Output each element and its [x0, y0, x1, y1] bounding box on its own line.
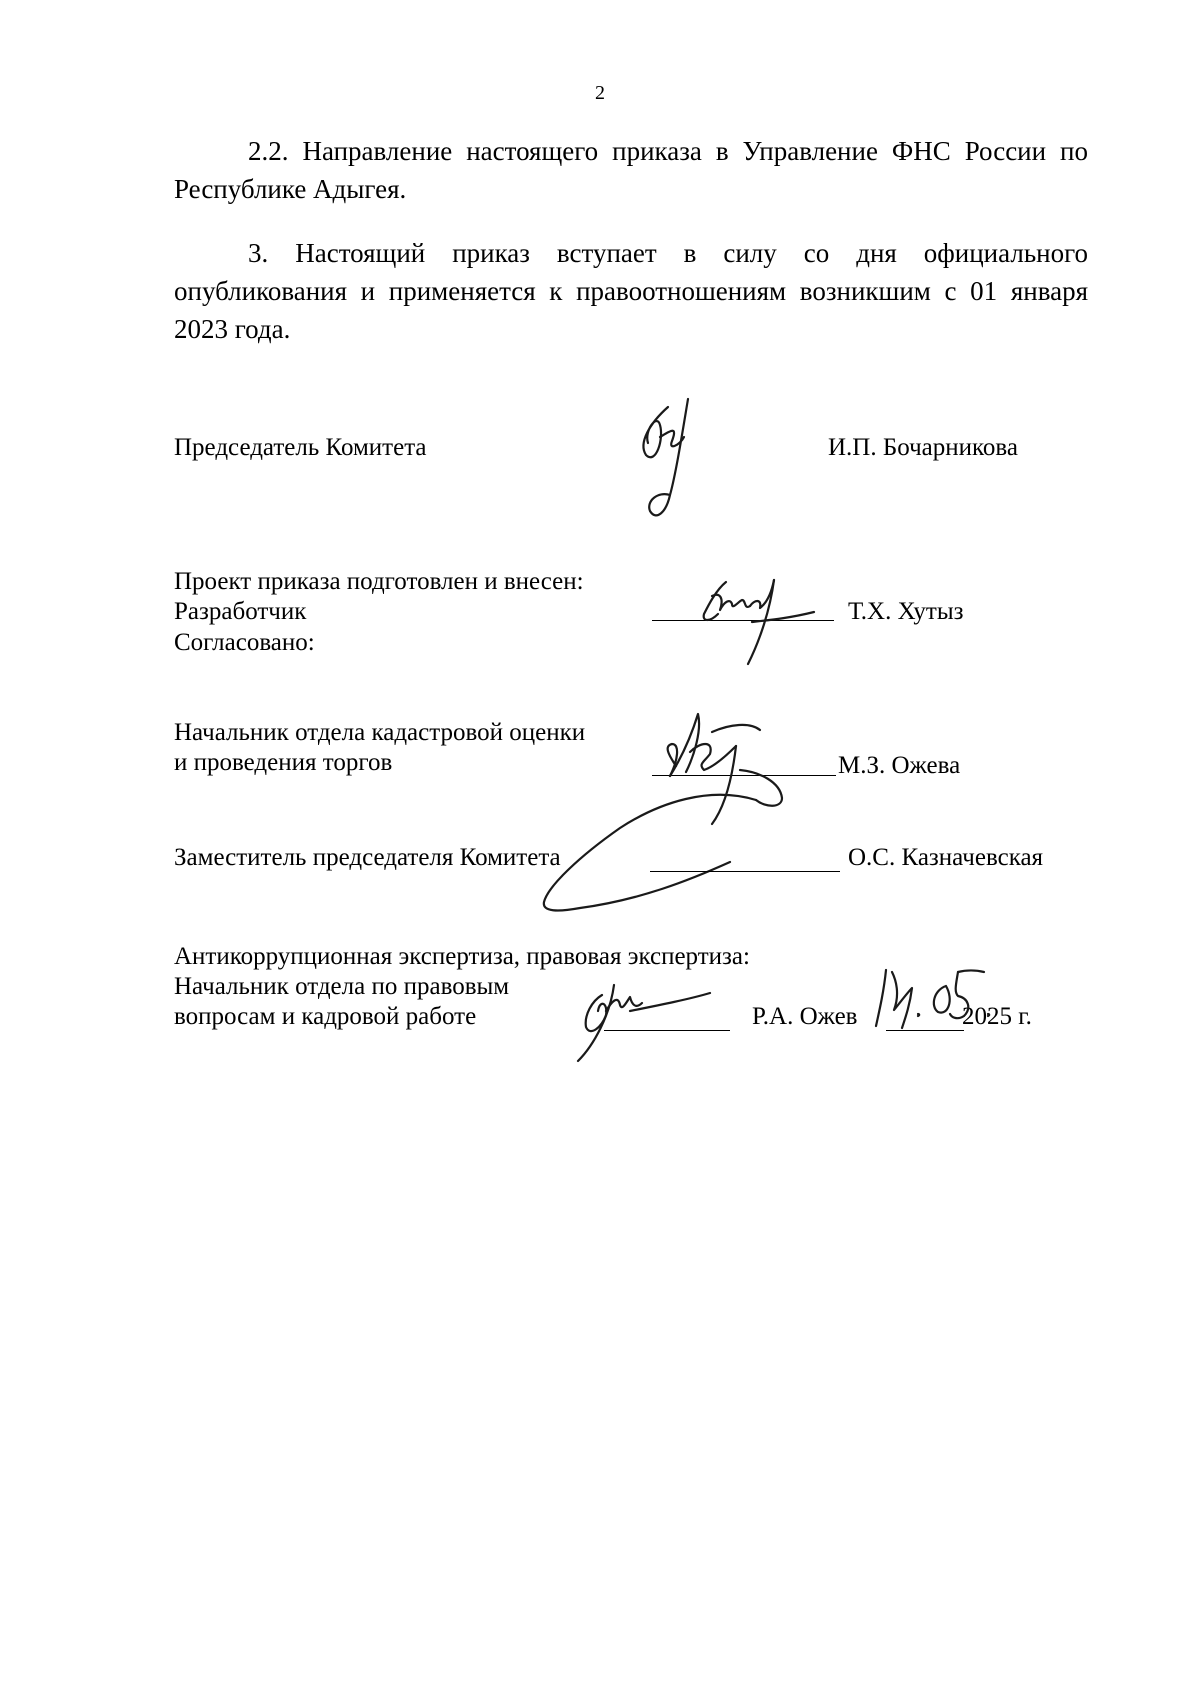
paragraph-2-2-text: 2.2. Направление настоящего приказа в Управление ФНС России по Республике Адыгея.: [174, 136, 1088, 204]
agreed-label: Согласовано:: [174, 629, 315, 656]
page-number: 2: [595, 82, 605, 104]
deputy-signature-line: [650, 871, 840, 872]
chairman-signature: [630, 395, 720, 525]
anticorruption-heading: Антикоррупционная экспертиза, правовая экспертиза:: [174, 943, 750, 970]
legal-signature: [570, 975, 730, 1065]
cadastral-title-line1: Начальник отдела кадастровой оценки: [174, 719, 586, 746]
paragraph-3: [174, 234, 1088, 348]
developer-name: Т.Х. Хутыз: [848, 598, 964, 625]
paragraph-3-text: 3. Настоящий приказ вступает в силу со дня официального опубликования и применяется к правоотношениям возникшим с 01 января 2023 года.: [174, 238, 1088, 344]
project-heading: Проект приказа подготовлен и внесен:: [174, 568, 584, 595]
legal-name: Р.А. Ожев: [752, 1003, 858, 1030]
chairman-title: Председатель Комитета: [174, 434, 427, 461]
deputy-name: О.С. Казначевская: [848, 844, 1044, 871]
cadastral-signature: [540, 690, 840, 920]
deputy-title: Заместитель председателя Комитета: [174, 844, 561, 871]
chairman-name: И.П. Бочарникова: [828, 434, 1018, 461]
cadastral-title-line2: и проведения торгов: [174, 749, 393, 776]
developer-signature: [690, 570, 830, 670]
handwritten-date: [872, 960, 1002, 1040]
legal-title-line2: вопросам и кадровой работе: [174, 1003, 477, 1030]
paragraph-2-2: [174, 132, 1088, 208]
developer-role: Разработчик: [174, 598, 307, 625]
cadastral-name: М.З. Ожева: [838, 752, 961, 779]
date-year: 2025 г.: [962, 1003, 1032, 1030]
legal-title-line1: Начальник отдела по правовым: [174, 973, 510, 1000]
